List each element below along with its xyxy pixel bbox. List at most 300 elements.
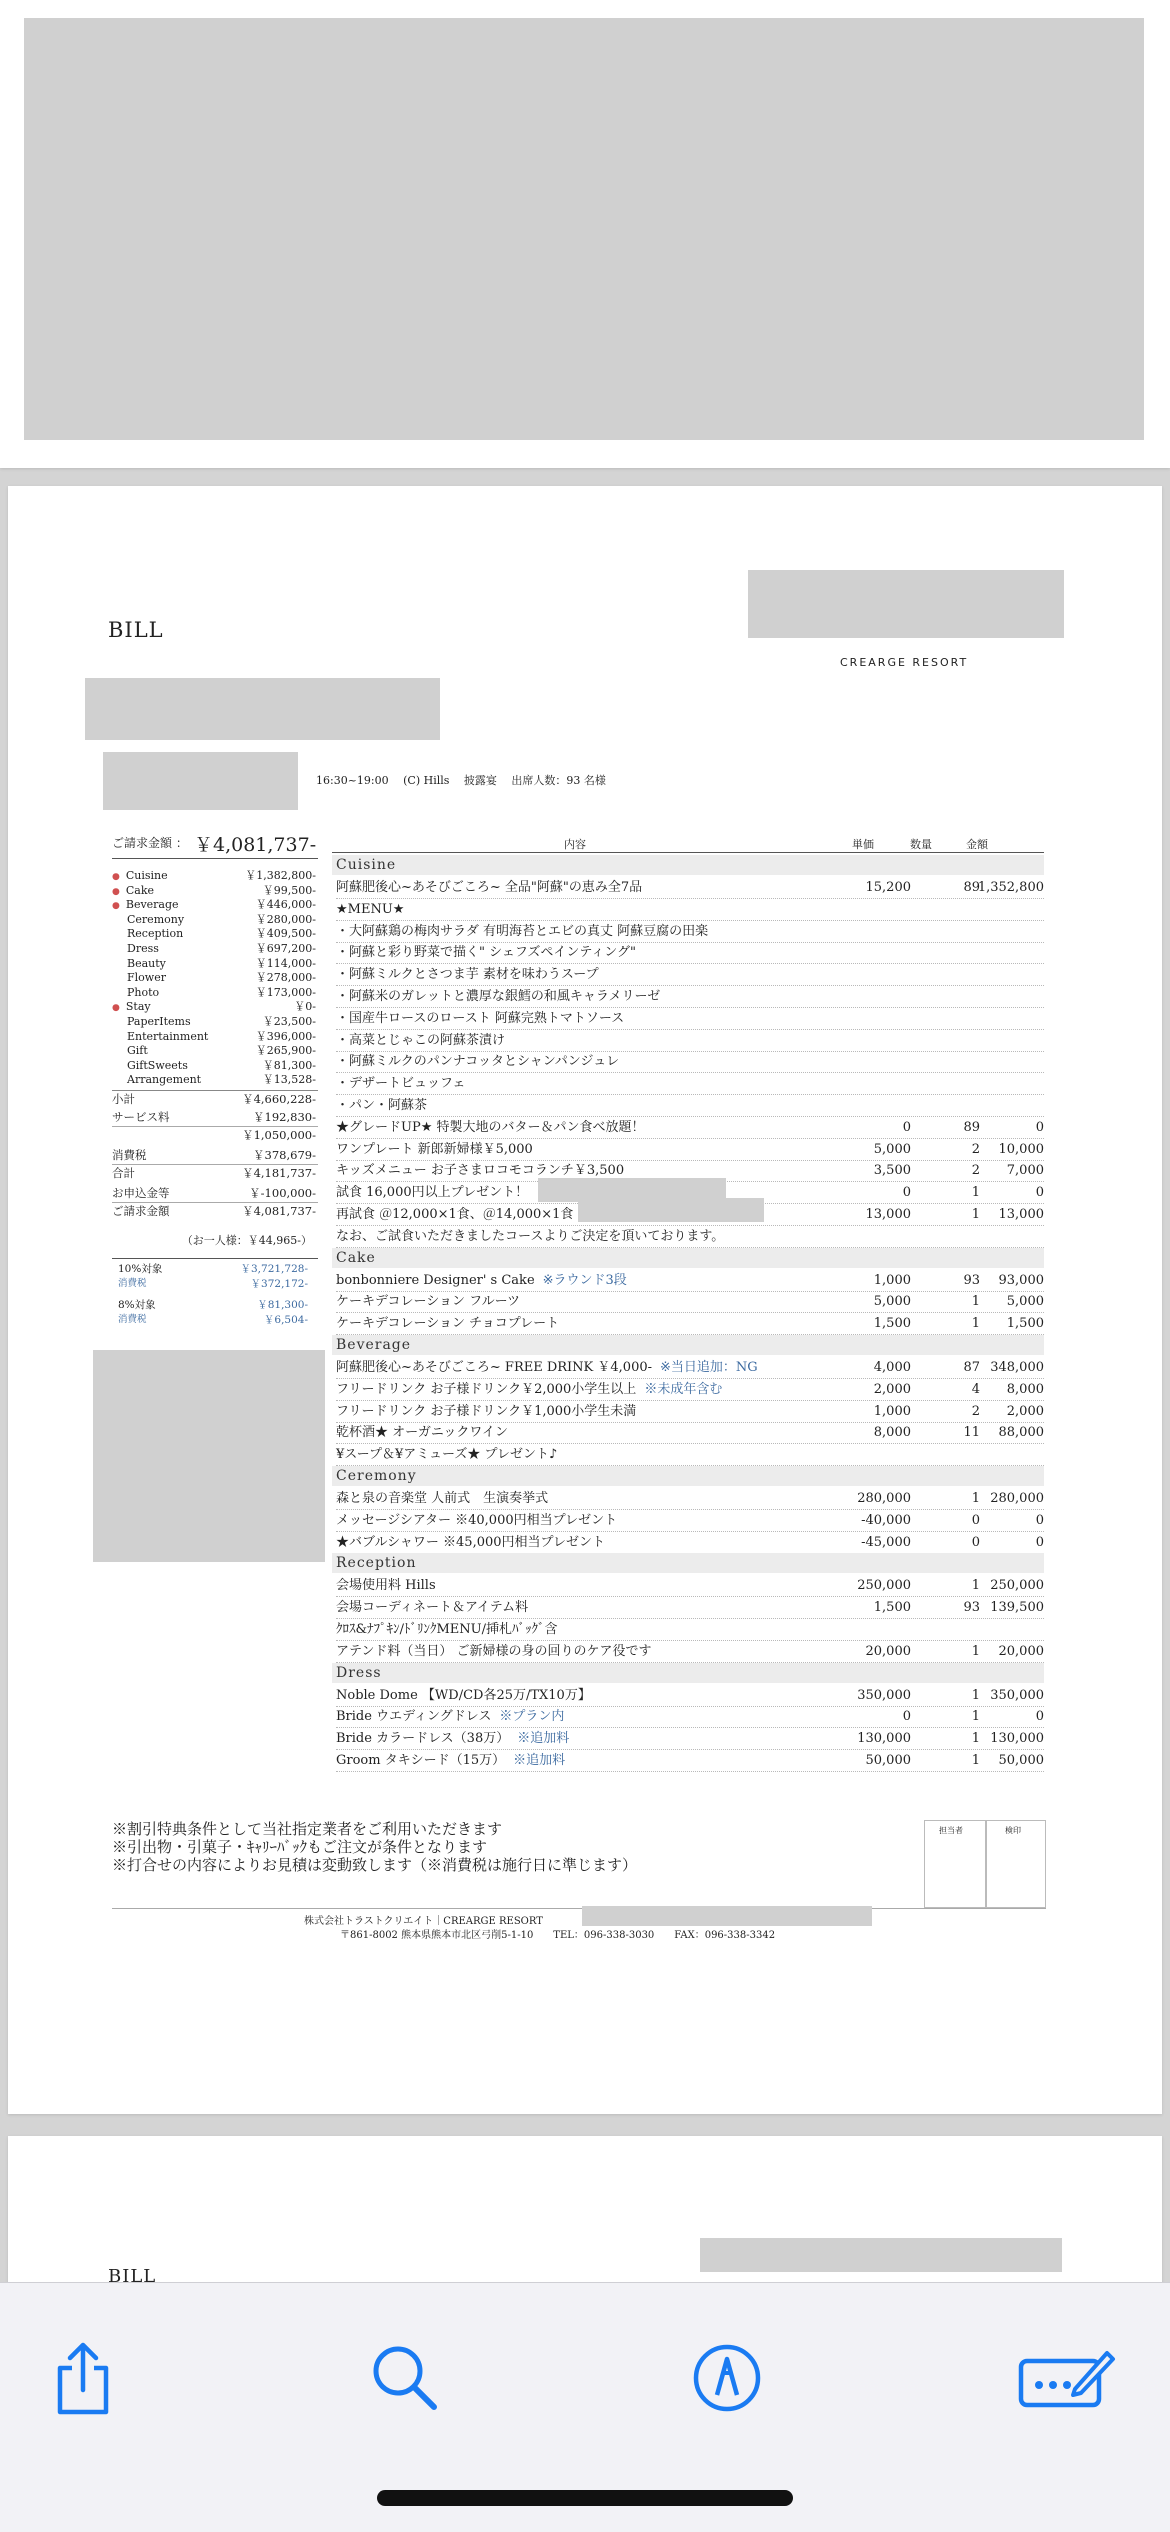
company-address: 〒861-8002 熊本県熊本市北区弓削5-1-10 TEL：096-338-3030 FAX：096-338-3342	[340, 1930, 776, 1941]
row-description-text: ｸﾛｽ&ﾅﾌﾟｷﾝ/ﾄﾞﾘﾝｸMENU/挿札ﾊﾞｯｸﾞ含	[336, 1622, 558, 1637]
summary-value: ￥280,000-	[255, 912, 316, 926]
tax-row	[112, 1277, 316, 1292]
row-description-text: ・阿蘇ミルクとさつま芋 素材を味わうスープ	[336, 967, 599, 983]
row-description	[336, 1270, 627, 1292]
row-quantity: 89	[963, 880, 980, 895]
row-description	[336, 1073, 465, 1095]
row-amount: 0	[1035, 1512, 1044, 1528]
summary-row	[112, 913, 316, 928]
row-description-text: 会場使用料 Hills	[336, 1578, 436, 1594]
summary-value: ￥446,000-	[255, 898, 316, 912]
row-description-text: ・高菜とじゃこの阿蘇茶漬け	[336, 1032, 506, 1048]
table-row	[336, 1313, 1044, 1335]
signature-button[interactable]	[1012, 2333, 1122, 2423]
row-quantity: 1	[971, 1643, 980, 1659]
row-unit-price: 8,000	[873, 1425, 911, 1441]
redacted-block	[748, 570, 1064, 638]
table-row	[336, 1291, 1044, 1313]
redacted-block	[93, 1350, 325, 1562]
previous-page	[0, 0, 1170, 468]
row-description	[336, 986, 660, 1008]
row-unit-price: -45,000	[861, 1534, 911, 1550]
section-header-cuisine: Cuisine	[332, 855, 1044, 875]
row-unit-price: 280,000	[857, 1491, 911, 1506]
summary-value: ￥396,000-	[255, 1029, 316, 1043]
row-quantity: 1	[971, 1687, 980, 1703]
row-amount: 0	[1035, 1534, 1044, 1550]
summary-label	[112, 957, 166, 972]
markup-icon	[692, 2343, 762, 2413]
tax-value: ￥3,721,728-	[240, 1263, 308, 1275]
summary-label-text: Cake	[125, 883, 155, 897]
totals-row	[112, 1128, 316, 1143]
total-value: ￥4,081,737-	[194, 834, 317, 856]
totals-value: ￥192,830-	[253, 1110, 316, 1124]
stamp-label: 検印	[1005, 1826, 1021, 1835]
summary-label	[112, 869, 168, 885]
totals-row	[112, 1148, 316, 1163]
row-note: ※追加料	[513, 1753, 566, 1768]
summary-label	[112, 913, 184, 928]
table-row	[336, 1030, 1044, 1052]
row-description	[336, 899, 404, 921]
row-description-text: なお、ご試食いただきましたコースよりご決定を頂いております。	[336, 1228, 725, 1244]
row-note: ※ラウンド3段	[542, 1272, 627, 1288]
totals-row	[112, 1186, 316, 1201]
row-note: ※プラン内	[499, 1709, 565, 1725]
summary-label-text: Stay	[125, 1000, 151, 1014]
header-content: 内容	[564, 838, 586, 851]
row-description	[336, 1510, 617, 1532]
row-description	[336, 1030, 505, 1052]
row-description-text: ・阿蘇ミルクのパンナコッタとシャンパンジュレ	[336, 1054, 620, 1070]
row-amount: 130,000	[990, 1731, 1044, 1747]
row-amount: 20,000	[998, 1643, 1044, 1659]
row-description	[336, 1575, 436, 1597]
row-unit-price: 3,500	[873, 1163, 911, 1179]
summary-label	[112, 1073, 201, 1088]
row-amount: 0	[1035, 1119, 1044, 1135]
row-unit-price: 1,500	[873, 1600, 911, 1616]
row-description-text: ¥スープ＆¥アミューズ★ プレゼント♪	[336, 1447, 558, 1463]
summary-row	[112, 1059, 316, 1074]
row-description	[336, 1685, 591, 1707]
row-quantity: 1	[971, 1294, 980, 1310]
table-row	[336, 899, 1044, 921]
summary-row	[112, 1073, 316, 1088]
row-amount: 280,000	[990, 1491, 1044, 1506]
row-amount: 139,500	[990, 1600, 1044, 1616]
row-description-text: ・大阿蘇鶏の梅肉サラダ 有明海苔とエビの真丈 阿蘇豆腐の田楽	[336, 923, 709, 939]
row-quantity: 1	[971, 1207, 980, 1222]
summary-row	[112, 884, 316, 899]
row-description-text: ・国産牛ロースのロースト 阿蘇完熟トマトソース	[336, 1010, 625, 1026]
row-description	[336, 1488, 548, 1510]
bullet-icon: ●	[112, 872, 120, 882]
summary-value: ￥173,000-	[255, 985, 316, 999]
summary-value: ￥99,500-	[262, 883, 316, 897]
row-amount: 350,000	[990, 1687, 1044, 1703]
row-amount: 5,000	[1006, 1294, 1044, 1310]
totals-value: ￥4,081,737-	[242, 1204, 316, 1218]
row-description-text: ★MENU★	[336, 901, 405, 917]
row-quantity: 2	[971, 1403, 980, 1419]
summary-label-text: PaperItems	[127, 1015, 191, 1028]
summary-label-text: GiftSweets	[127, 1058, 188, 1072]
summary-label-text: Flower	[127, 971, 166, 985]
row-amount: 8,000	[1006, 1381, 1044, 1397]
divider	[112, 1908, 1046, 1909]
table-row	[336, 1641, 1044, 1663]
row-description	[336, 1139, 533, 1161]
bullet-icon: ●	[112, 886, 120, 897]
row-description-text: キッズメニュー お子さまロコモコランチ￥3,500	[336, 1163, 625, 1179]
table-row	[336, 877, 1044, 899]
divider	[112, 1090, 318, 1091]
table-row	[336, 1532, 1044, 1554]
table-row	[336, 1051, 1044, 1073]
row-amount: 250,000	[990, 1578, 1044, 1594]
row-description	[336, 1401, 636, 1423]
row-description	[336, 942, 636, 964]
row-quantity: 89	[963, 1119, 980, 1135]
row-quantity: 93	[963, 1600, 980, 1616]
divider	[112, 1202, 318, 1203]
summary-label-text: Reception	[127, 927, 184, 941]
summary-label-text: Beverage	[125, 898, 179, 912]
table-row	[336, 1226, 1044, 1248]
tax-value: ￥6,504-	[263, 1314, 308, 1326]
search-icon	[370, 2343, 440, 2413]
table-row	[336, 1750, 1044, 1772]
summary-label	[112, 1000, 151, 1016]
share-button[interactable]	[38, 2333, 128, 2423]
summary-value: ￥1,382,800-	[245, 869, 316, 882]
row-description-text: ワンプレート 新郎新婦様￥5,000	[336, 1141, 533, 1157]
tax-value: ￥81,300-	[257, 1299, 308, 1311]
totals-label: お申込金等	[112, 1186, 170, 1200]
stamp-box	[986, 1820, 1046, 1908]
summary-value: ￥0-	[294, 1000, 316, 1014]
row-quantity: 0	[971, 1534, 980, 1550]
row-amount: 348,000	[990, 1360, 1044, 1375]
redacted-block	[103, 752, 298, 810]
header-unit: 単価	[852, 838, 874, 851]
summary-row	[112, 1030, 316, 1045]
row-quantity: 1	[971, 1578, 980, 1594]
totals-label: ご請求金額	[112, 1204, 170, 1218]
tax-row	[112, 1313, 316, 1328]
row-description	[336, 1095, 427, 1117]
resort-name: CREARGE RESORT	[840, 656, 969, 669]
summary-value: ￥278,000-	[255, 971, 316, 985]
row-description-text: アテンド料（当日） ご新婦様の身の回りのケア役です	[336, 1643, 652, 1659]
home-indicator[interactable]	[377, 2490, 793, 2506]
summary-value: ￥13,528-	[262, 1073, 316, 1087]
table-row	[336, 1008, 1044, 1030]
totals-label: 消費税	[112, 1148, 147, 1162]
row-description-text: 森と泉の音楽堂 人前式 生演奏挙式	[336, 1491, 549, 1506]
totals-row	[112, 1166, 316, 1181]
row-quantity: 1	[971, 1491, 980, 1506]
stamp-label: 担当者	[939, 1826, 963, 1835]
row-amount: 0	[1035, 1185, 1044, 1201]
totals-value: ￥4,660,228-	[242, 1092, 316, 1106]
note-line: ※割引特典条件として当社指定業者をご利用いただきます	[112, 1820, 503, 1838]
summary-label	[112, 971, 166, 986]
note-line: ※打合せの内容によりお見積は変動致します（※消費税は施行日に準じます）	[112, 1856, 638, 1874]
totals-value: ￥1,050,000-	[242, 1128, 316, 1142]
table-row	[336, 1139, 1044, 1161]
summary-row	[112, 927, 316, 942]
row-description	[336, 1532, 605, 1554]
row-description-text: ★バブルシャワー ※45,000円相当プレゼント	[336, 1534, 605, 1550]
summary-label-text: Entertainment	[127, 1029, 209, 1043]
table-row	[336, 1117, 1044, 1139]
row-unit-price: 350,000	[857, 1687, 911, 1703]
totals-label: 小計	[112, 1092, 135, 1106]
row-unit-price: 20,000	[865, 1643, 911, 1659]
row-description-text: Bride カラードレス（38万）	[336, 1731, 510, 1747]
tax-label: 消費税	[118, 1278, 147, 1289]
row-description-text: メッセージシアター ※40,000円相当プレゼント	[336, 1512, 618, 1528]
row-amount: 13,000	[998, 1207, 1044, 1222]
summary-label-text: Cuisine	[125, 869, 168, 882]
row-quantity: 1	[971, 1709, 980, 1725]
row-amount: 0	[1035, 1709, 1044, 1725]
tax-row	[112, 1298, 316, 1313]
note-line: ※引出物・引菓子・ｷｬﾘｰﾊﾞｯｸもご注文が条件となります	[112, 1838, 488, 1856]
summary-value: ￥409,500-	[255, 927, 316, 941]
summary-label-text: Gift	[127, 1044, 148, 1058]
section-header-beverage: Beverage	[332, 1335, 1044, 1355]
redacted-block	[582, 1906, 872, 1926]
row-description	[336, 1379, 722, 1401]
row-unit-price: -40,000	[861, 1512, 911, 1528]
search-button[interactable]	[360, 2333, 450, 2423]
row-description-text: Groom タキシード（15万）	[336, 1753, 506, 1768]
table-row	[336, 1728, 1044, 1750]
row-description-text: フリードリンク お子様ドリンク￥1,000小学生未満	[336, 1403, 637, 1419]
row-quantity: 1	[971, 1731, 980, 1747]
row-unit-price: 4,000	[873, 1360, 911, 1375]
table-row	[336, 1095, 1044, 1117]
row-description	[336, 1313, 559, 1335]
summary-label-text: Beauty	[127, 956, 166, 970]
totals-value: ￥378,679-	[253, 1148, 316, 1162]
next-page-title: BILL	[108, 2266, 157, 2282]
table-row	[336, 1270, 1044, 1292]
summary-label	[112, 1015, 191, 1030]
row-description-text: フリードリンク お子様ドリンク￥2,000小学生以上	[336, 1381, 637, 1397]
row-description	[336, 1706, 564, 1728]
row-quantity: 4	[971, 1381, 980, 1397]
row-description	[336, 921, 708, 943]
row-quantity: 2	[971, 1163, 980, 1179]
header-qty: 数量	[910, 838, 932, 851]
row-quantity: 11	[963, 1425, 980, 1441]
bill-title: BILL	[108, 618, 164, 642]
row-amount: 7,000	[1006, 1163, 1044, 1179]
row-description-text: ケーキデコレーション フルーツ	[336, 1294, 521, 1310]
markup-button[interactable]	[682, 2333, 772, 2423]
totals-label: 合計	[112, 1166, 135, 1180]
tax-label: 10%対象	[118, 1263, 163, 1275]
row-description	[336, 1182, 528, 1204]
company-name: 株式会社トラストクリエイト｜CREARGE RESORT	[304, 1916, 543, 1927]
row-amount: 2,000	[1006, 1403, 1044, 1419]
totals-row	[112, 1204, 316, 1219]
summary-value: ￥114,000-	[255, 956, 316, 970]
summary-label	[112, 898, 179, 914]
row-unit-price: 2,000	[873, 1381, 911, 1397]
row-amount: 93,000	[998, 1272, 1044, 1288]
row-amount: 88,000	[998, 1425, 1044, 1441]
divider	[112, 1164, 318, 1165]
row-unit-price: 1,500	[873, 1316, 911, 1332]
summary-row	[112, 971, 316, 986]
bullet-icon: ●	[112, 901, 120, 912]
table-row	[336, 1706, 1044, 1728]
summary-row	[112, 1044, 316, 1059]
row-quantity: 93	[963, 1272, 980, 1288]
stamp-box	[924, 1820, 986, 1908]
summary-row	[112, 986, 316, 1001]
totals-value: ￥4,181,737-	[242, 1166, 316, 1180]
row-description-text: 阿蘇肥後心~あそびごころ~ 全品"阿蘇"の恵み全7品	[336, 880, 643, 895]
summary-label	[112, 942, 159, 957]
row-unit-price: 15,200	[865, 880, 911, 895]
summary-label	[112, 1030, 208, 1045]
table-row	[336, 986, 1044, 1008]
row-description-text: 阿蘇肥後心~あそびごころ~ FREE DRINK ￥4,000-	[336, 1360, 653, 1375]
summary-label-text: Photo	[127, 985, 160, 999]
row-description	[336, 1117, 645, 1139]
table-row	[336, 1422, 1044, 1444]
table-row	[336, 1073, 1044, 1095]
row-amount: 10,000	[998, 1141, 1044, 1157]
row-unit-price: 130,000	[857, 1731, 911, 1747]
row-description-text: 乾杯酒★ オーガニックワイン	[336, 1425, 508, 1441]
event-info: 16:30~19:00 (C) Hills 披露宴 出席人数：93 名様	[316, 774, 606, 787]
row-description-text: bonbonniere Designer' s Cake	[336, 1272, 535, 1288]
totals-label: サービス料	[112, 1110, 170, 1124]
summary-row	[112, 942, 316, 957]
summary-row	[112, 898, 316, 913]
row-description-text: Noble Dome 【WD/CD各25万/TX10万】	[336, 1687, 591, 1703]
row-description-text: 試食 16,000円以上プレゼント！	[336, 1185, 529, 1201]
table-row	[336, 1401, 1044, 1423]
row-note: ※当日追加：NG	[660, 1360, 758, 1375]
row-note: ※追加料	[517, 1731, 570, 1747]
table-row	[336, 1510, 1044, 1532]
table-row	[336, 964, 1044, 986]
bullet-icon: ●	[112, 1003, 120, 1014]
row-amount: 50,000	[998, 1753, 1044, 1768]
row-unit-price: 1,000	[873, 1403, 911, 1419]
row-description-text: ・パン・阿蘇茶	[336, 1098, 428, 1113]
tax-value: ￥372,172-	[250, 1278, 308, 1290]
row-description	[336, 877, 642, 899]
summary-label	[112, 1059, 188, 1074]
tax-row	[112, 1262, 316, 1277]
divider	[112, 1258, 318, 1259]
header-amount: 金額	[966, 838, 988, 851]
table-row	[336, 1575, 1044, 1597]
row-unit-price: 5,000	[873, 1294, 911, 1310]
summary-label-text: Arrangement	[127, 1073, 202, 1087]
row-description-text: ・阿蘇と彩り野菜で描く" シェフズペインティング"	[336, 945, 637, 961]
divider	[112, 1126, 318, 1127]
row-description	[336, 1728, 569, 1750]
row-unit-price: 0	[902, 1119, 911, 1135]
row-description-text: ・デザートビュッフェ	[336, 1076, 466, 1092]
row-description	[336, 1204, 573, 1226]
row-quantity: 1	[971, 1316, 980, 1332]
section-header-cake: Cake	[332, 1248, 1044, 1268]
totals-row	[112, 1092, 316, 1107]
redacted-block	[24, 18, 1144, 440]
row-description	[336, 1291, 520, 1313]
row-description	[336, 1641, 651, 1663]
summary-row	[112, 869, 316, 884]
row-description-text: ケーキデコレーション チョコプレート	[336, 1316, 560, 1332]
totals-row	[112, 1110, 316, 1125]
table-row	[336, 942, 1044, 964]
table-row	[336, 1685, 1044, 1707]
summary-label	[112, 927, 183, 942]
row-description-text: 会場コーディネート＆アイテム料	[336, 1600, 529, 1616]
summary-row	[112, 1015, 316, 1030]
row-amount: 1,500	[1006, 1316, 1044, 1332]
tax-label: 消費税	[118, 1314, 147, 1325]
row-unit-price: 1,000	[873, 1272, 911, 1288]
section-header-ceremony: Ceremony	[332, 1466, 1044, 1486]
table-row	[336, 1444, 1044, 1466]
totals-value: ￥-100,000-	[249, 1186, 316, 1200]
summary-label	[112, 986, 159, 1001]
divider	[332, 852, 1044, 853]
summary-row	[112, 957, 316, 972]
row-note: ※未成年含む	[644, 1381, 723, 1397]
row-description	[336, 1619, 557, 1641]
row-description	[336, 1226, 724, 1248]
row-description	[336, 1051, 619, 1073]
row-quantity: 1	[971, 1185, 980, 1201]
redacted-block	[578, 1198, 764, 1222]
summary-value: ￥265,900-	[255, 1044, 316, 1058]
total-label: ご請求金額 ：	[112, 836, 188, 850]
summary-label-text: Ceremony	[127, 912, 185, 926]
table-row	[336, 1357, 1044, 1379]
row-description	[336, 1357, 758, 1379]
section-header-dress: Dress	[332, 1663, 1044, 1683]
table-row	[336, 1488, 1044, 1510]
row-unit-price: 250,000	[857, 1578, 911, 1594]
signature-icon	[1017, 2345, 1117, 2411]
divider	[112, 858, 318, 859]
summary-label	[112, 1044, 148, 1059]
row-unit-price: 13,000	[865, 1207, 911, 1222]
table-row	[336, 1379, 1044, 1401]
table-row	[336, 1619, 1044, 1641]
row-unit-price: 50,000	[865, 1753, 911, 1768]
row-quantity: 0	[971, 1512, 980, 1528]
summary-value: ￥697,200-	[255, 942, 316, 955]
row-description-text: ・阿蘇米のガレットと濃厚な銀鱈の和風キャラメリーゼ	[336, 989, 661, 1004]
row-description-text: 再試食 ＠12,000×1食、＠14,000×1食	[336, 1207, 574, 1222]
row-unit-price: 0	[902, 1185, 911, 1201]
